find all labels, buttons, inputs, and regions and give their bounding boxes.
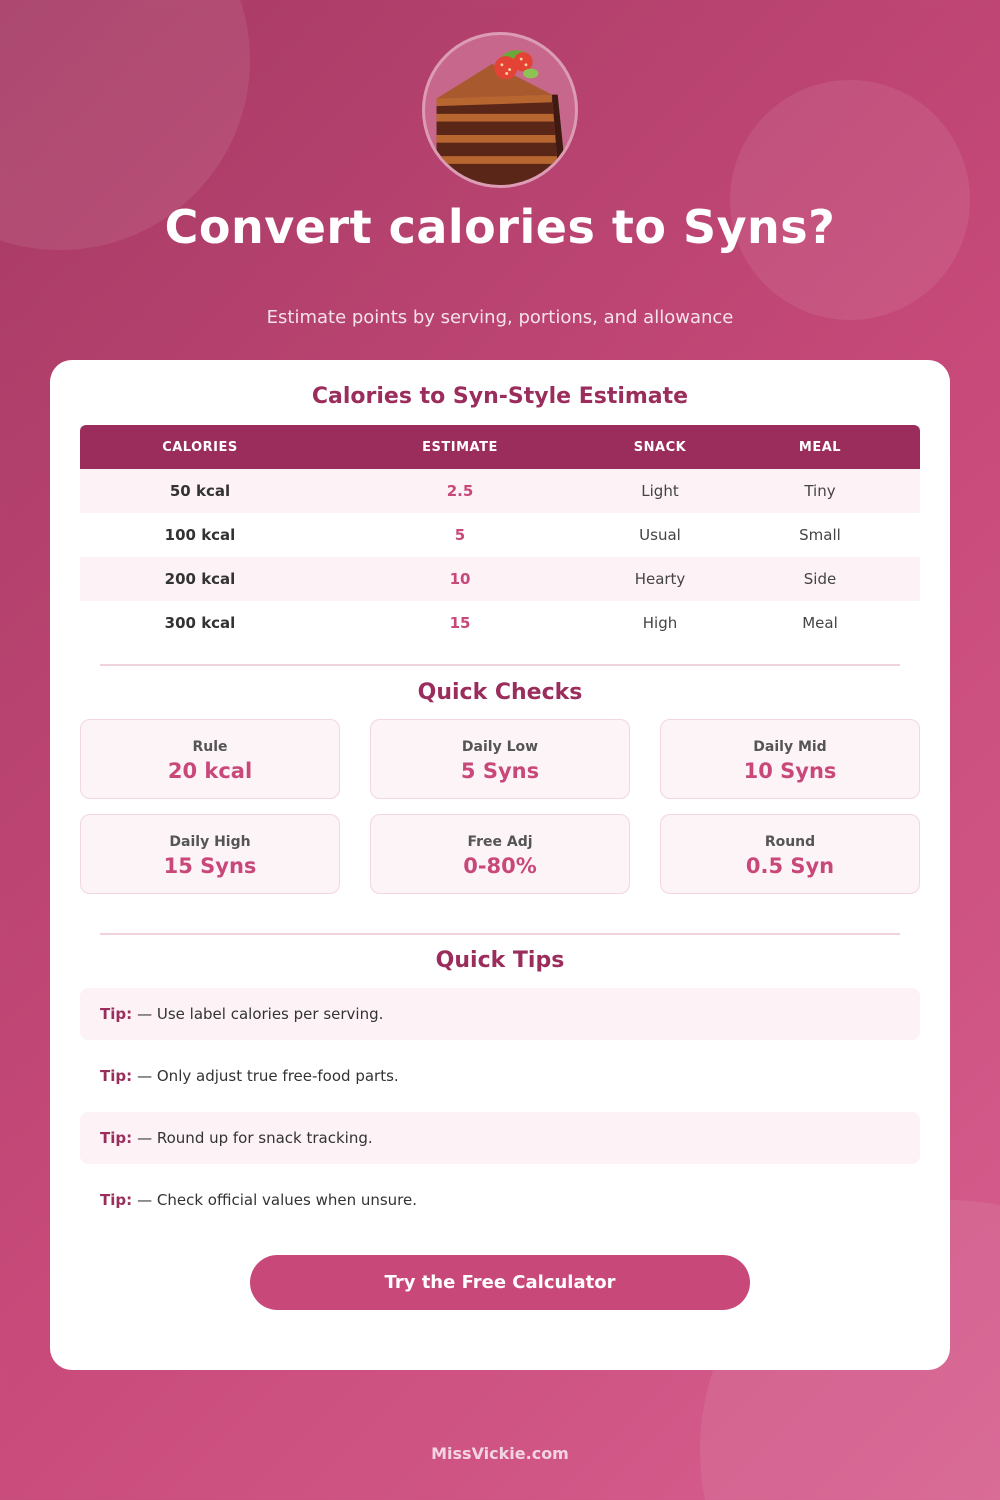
calories-cell: 200 kcal [164,570,236,588]
estimate-table-title: Calories to Syn-Style Estimate [311,384,689,409]
chocolate-cake-slice-icon [422,32,578,188]
quick-checks-title: Quick Checks [417,680,583,705]
check-value: 0.5 Syn [745,854,835,878]
table-row [80,513,920,557]
tip-label: Tip: [100,1191,133,1209]
tip-text: — Use label calories per serving. [137,1005,384,1023]
check-card-daily-high [80,814,340,894]
tip-item [80,1050,920,1102]
meal-cell: Side [803,570,837,588]
calories-cell: 100 kcal [164,526,236,544]
check-label: Daily High [169,834,251,850]
table-row [80,601,920,645]
estimate-table [80,425,920,645]
tip-item [80,988,920,1040]
check-label: Round [764,834,816,850]
snack-cell: Light [641,482,679,500]
check-card-rule [80,719,340,799]
tip-label: Tip: [100,1005,133,1023]
tip-text: — Round up for snack tracking. [137,1129,373,1147]
check-value: 0-80% [463,854,537,878]
meal-cell: Small [799,526,841,544]
check-label: Free Adj [467,834,533,850]
estimate-cell: 2.5 [446,482,474,500]
table-header [80,425,920,469]
check-value: 5 Syns [460,759,540,783]
check-card-free-adj [370,814,630,894]
estimate-cell: 15 [449,614,471,632]
try-calculator-button[interactable]: Try the Free Calculator [250,1255,750,1310]
check-value: 20 kcal [167,759,253,783]
check-card-daily-low [370,719,630,799]
snack-cell: Usual [639,526,681,544]
section-divider [100,933,900,935]
estimate-cell: 10 [449,570,471,588]
column-header: CALORIES [162,439,238,455]
calories-cell: 300 kcal [164,614,236,632]
footer-brand[interactable]: MissVickie.com [431,1444,569,1463]
tip-text: — Only adjust true free-food parts. [137,1067,399,1085]
check-card-daily-mid [660,719,920,799]
snack-cell: High [642,614,678,632]
check-card-round [660,814,920,894]
table-row [80,469,920,513]
estimate-cell: 5 [454,526,466,544]
meal-cell: Meal [802,614,838,632]
snack-cell: Hearty [634,570,686,588]
calories-cell: 50 kcal [169,482,231,500]
page-subtitle: Estimate points by serving, portions, and allowance [266,307,734,328]
tip-label: Tip: [100,1129,133,1147]
page-title: Convert calories to Syns? [164,200,836,254]
column-header: ESTIMATE [422,439,498,455]
table-row [80,557,920,601]
content-card [50,360,950,1370]
tip-label: Tip: [100,1067,133,1085]
tip-item [80,1112,920,1164]
quick-tips-title: Quick Tips [435,948,565,973]
column-header: SNACK [633,439,687,455]
tip-text: — Check official values when unsure. [137,1191,418,1209]
check-label: Rule [192,739,228,755]
column-header: MEAL [798,439,842,455]
meal-cell: Tiny [804,482,836,500]
check-value: 10 Syns [743,759,837,783]
tip-item [80,1174,920,1226]
check-value: 15 Syns [163,854,257,878]
check-label: Daily Low [461,739,539,755]
section-divider [100,664,900,666]
check-label: Daily Mid [753,739,827,755]
